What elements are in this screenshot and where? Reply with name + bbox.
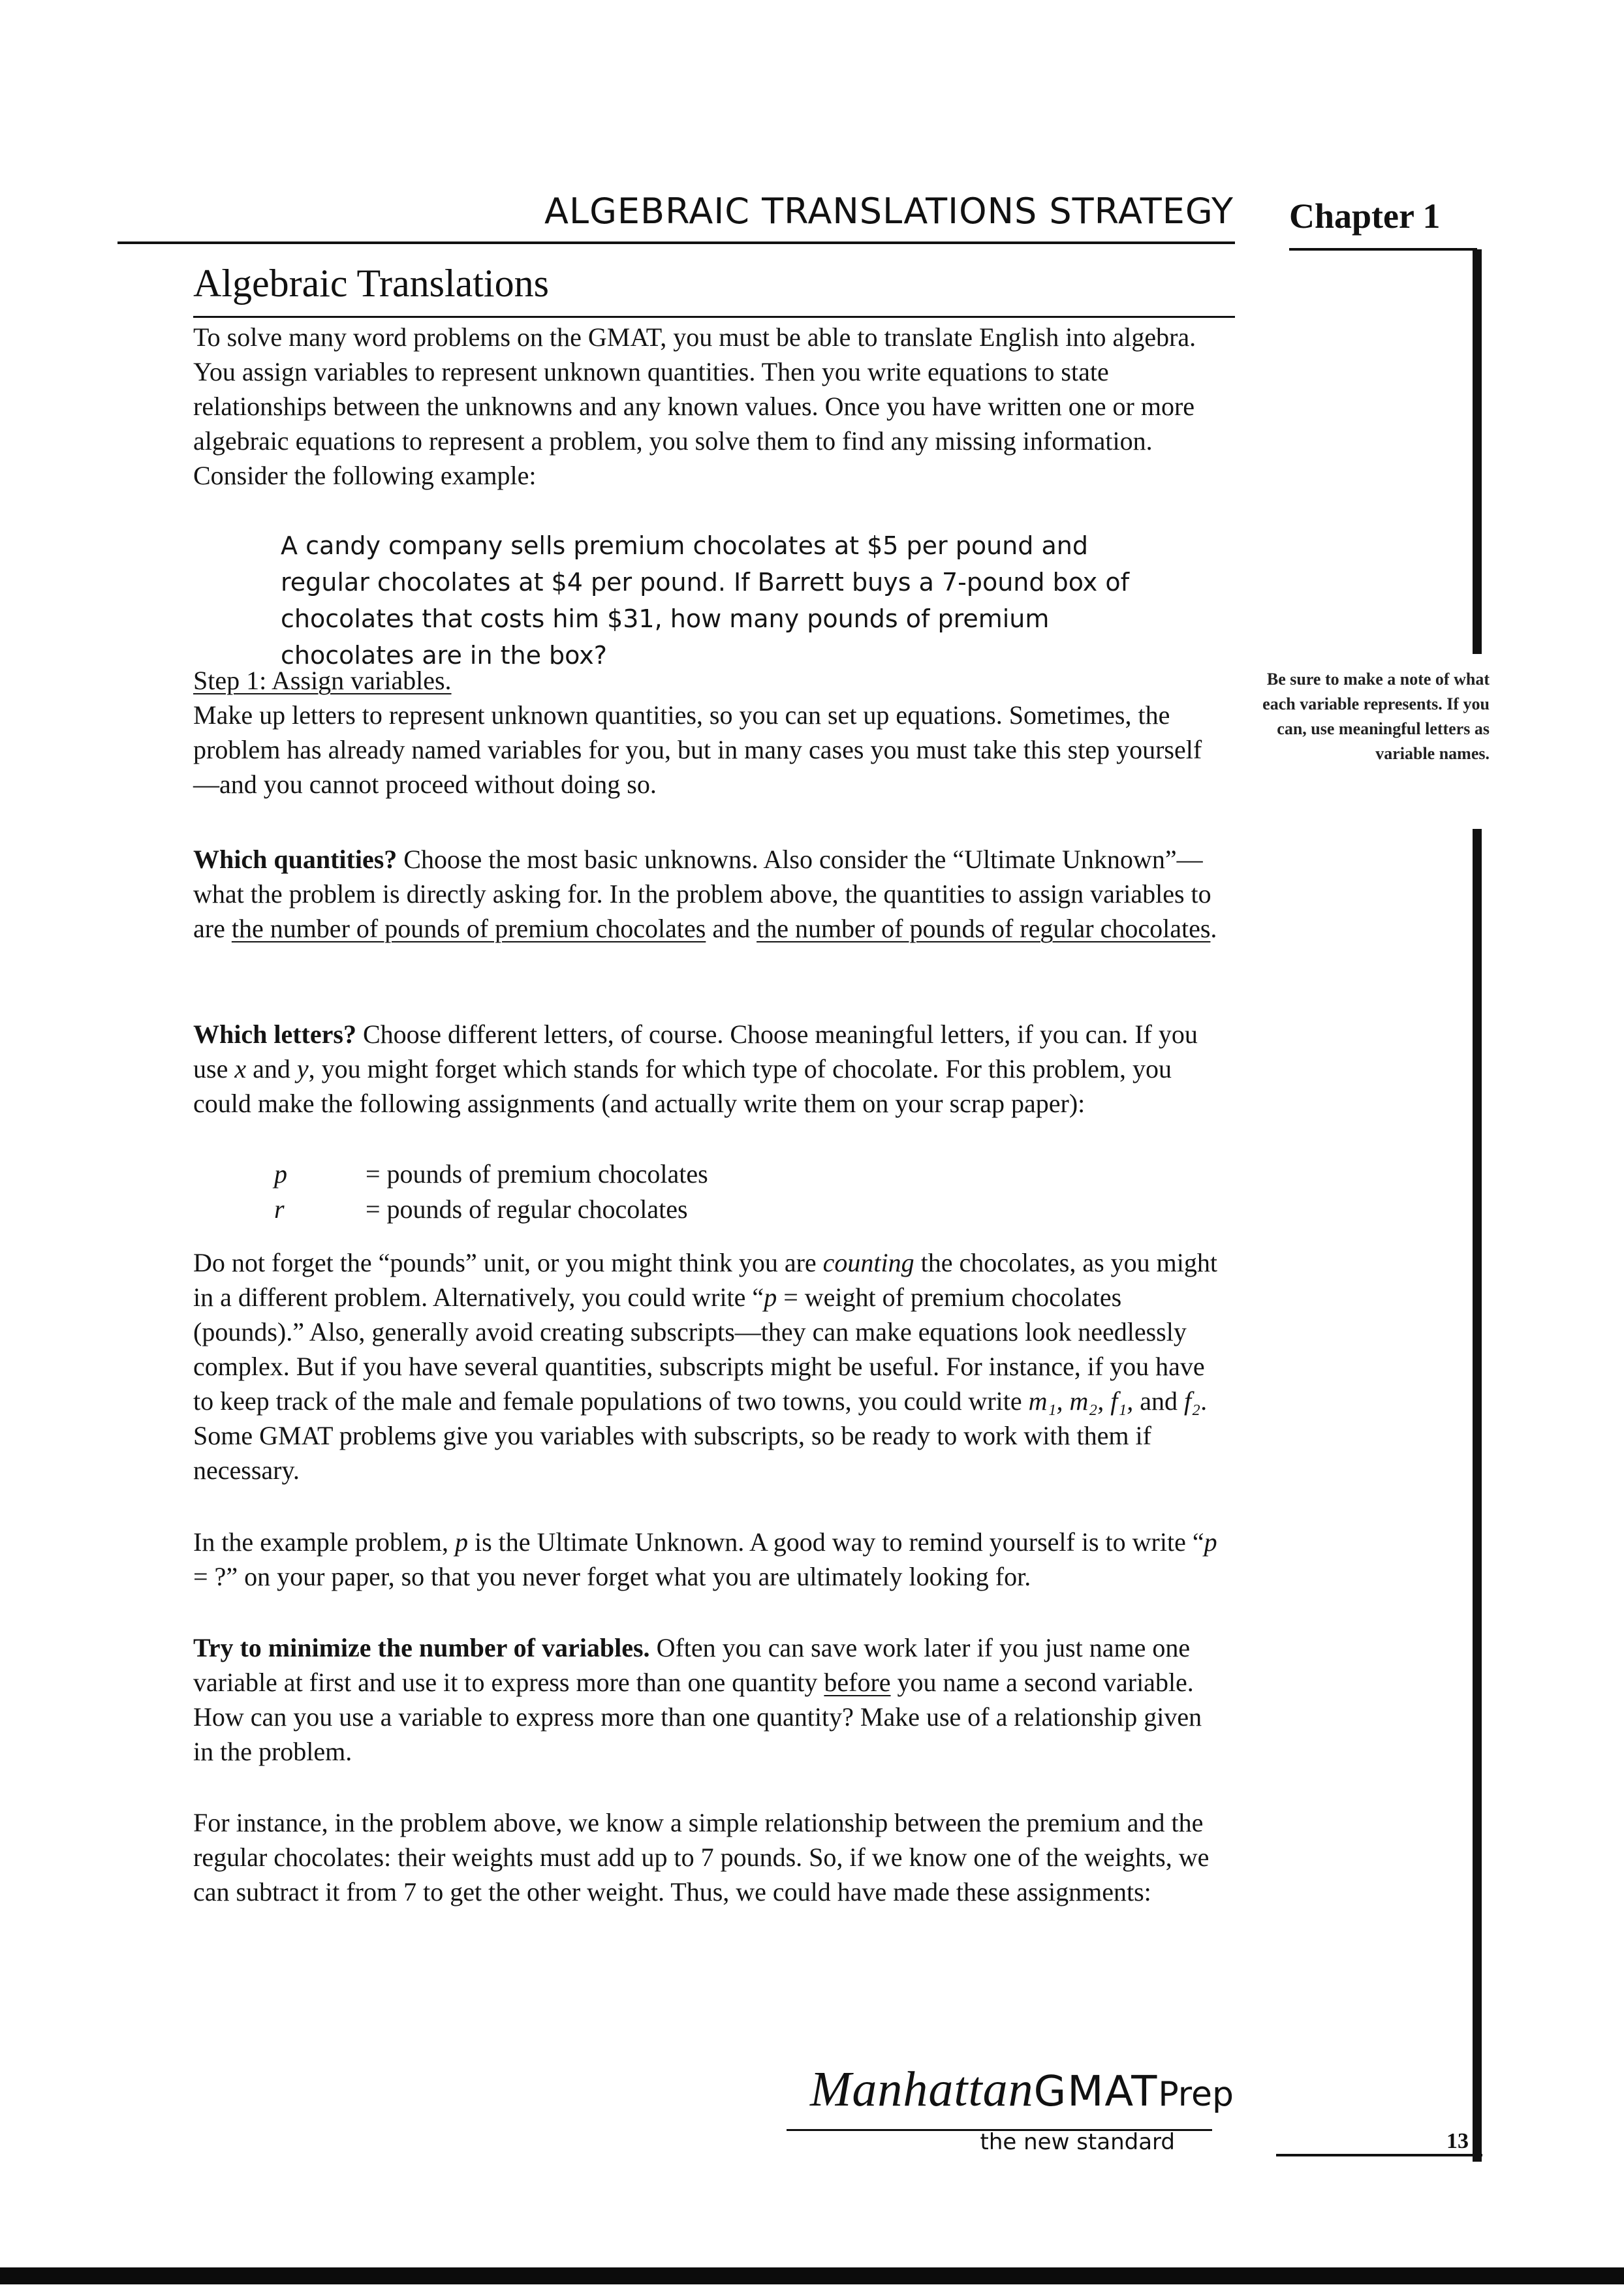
which-quantities-underline-2: the number of pounds of regular chocolates <box>757 914 1211 943</box>
assignment-variable: p <box>274 1159 287 1189</box>
pounds-text-c: = weight of premium chocolates (pounds).” Also, generally avoid creating subscripts—they can make equations look needlessly complex. But if you have several quantities, subscripts might be useful. For instance, if you have to keep track of the male and female populations of two towns, you could write <box>193 1283 1205 1416</box>
title-rule <box>193 316 1235 318</box>
ultimate-text-a: In the example problem, <box>193 1527 455 1557</box>
minimize-underline: before <box>824 1668 891 1697</box>
ultimate-text-c: = ?” on your paper, so that you never forget what you are ultimately looking for. <box>193 1562 1031 1591</box>
minimize-text-b: you name a second variable. How can you use a variable to express more than one quantity? Make use of a relationship given in the problem. <box>193 1668 1202 1766</box>
pounds-paragraph <box>193 1245 1225 1487</box>
pounds-f2: f₂ <box>1184 1386 1201 1416</box>
which-letters-text-a: Choose different letters, of course. Choose meaningful letters, if you can. If you use <box>193 1019 1198 1083</box>
which-quantities-text-a: Choose the most basic unknowns. Also consider the “Ultimate Unknown”—what the problem is directly asking for. In the problem above, the quantities to assign variables to are <box>193 845 1211 943</box>
which-letters-lead: Which letters? <box>193 1019 356 1049</box>
which-quantities-text-c: . <box>1210 914 1217 943</box>
ultimate-text-b: is the Ultimate Unknown. A good way to remind yourself is to write “ <box>467 1527 1204 1557</box>
which-letters-text-b: and <box>246 1054 297 1083</box>
which-letters-text-c: , you might forget which stands for which type of chocolate. For this problem, you could make the following assignments (and actually write them on your scrap paper): <box>193 1054 1172 1118</box>
pounds-em-counting: counting <box>822 1248 914 1277</box>
logo-gmat: GMAT <box>1033 2068 1159 2116</box>
pounds-text-and: and <box>1133 1386 1185 1416</box>
intro-paragraph: To solve many word problems on the GMAT, you must be able to translate English into algebra. You assign variables to represent unknown quantities. Then you write equations to state relationships between the unknowns and any known values. Once you have written one or more algebraic equations to represent a problem, you solve them to find any missing information. Consider the following example: <box>193 322 1196 490</box>
instance-paragraph: For instance, in the problem above, we know a simple relationship between the premium and the regular chocolates: their weights must add up to 7 pounds. So, if we know one of the weights, we can subtract it from 7 to get the other weight. Thus, we could have made these assignments: <box>193 1808 1210 1906</box>
which-quantities-lead: Which quantities? <box>193 845 398 874</box>
logo-tagline: the new standard <box>980 2129 1175 2155</box>
assignment-variable: r <box>274 1194 285 1224</box>
chapter-rule <box>1289 248 1477 251</box>
step1-block <box>193 663 1225 801</box>
logo-script: Manhattan <box>810 2062 1034 2117</box>
footer-rule <box>1276 2154 1482 2156</box>
ultimate-unknown-paragraph <box>193 1525 1225 1594</box>
assignment-row <box>274 1192 688 1226</box>
sidebar-note: Be sure to make a note of what each variable represents. If you can, use meaningful letters as variable names. <box>1262 670 1490 763</box>
which-quantities-underline-1: the number of pounds of premium chocolates <box>231 914 706 943</box>
step1-heading: Step 1: Assign variables. <box>193 666 452 695</box>
manhattan-gmat-logo <box>777 2061 1234 2118</box>
which-letters-var-y: y <box>296 1054 309 1083</box>
header-rule <box>117 241 1235 244</box>
margin-bar-top <box>1473 249 1482 654</box>
assignment-definition: = pounds of premium chocolates <box>366 1159 708 1189</box>
margin-bar-bottom <box>1473 829 1482 2162</box>
ultimate-var-p: p <box>454 1527 468 1557</box>
ultimate-var-p2: p <box>1204 1527 1217 1557</box>
minimize-paragraph <box>193 1630 1225 1769</box>
assignment-row <box>274 1157 708 1191</box>
pounds-subscripts: m₁, m₂, f₁, <box>1028 1386 1134 1416</box>
scan-bottom-edge <box>0 2267 1624 2284</box>
step1-text: Make up letters to represent unknown quantities, so you can set up equations. Sometimes, the problem has already named variables for you, but in many cases you must take this step yourself—and you cannot proceed without doing so. <box>193 700 1202 799</box>
minimize-text-a: Often you can save work later if you just name one variable at first and use it to express more than one quantity <box>193 1633 1191 1697</box>
pounds-text-b: the chocolates, as you might in a different problem. Alternatively, you could write “ <box>193 1248 1217 1312</box>
section-title: Algebraic Translations <box>193 262 549 305</box>
assignment-definition: = pounds of regular chocolates <box>366 1194 688 1224</box>
page-number: 13 <box>1446 2129 1469 2153</box>
example-problem: A candy company sells premium chocolates at $5 per pound and regular chocolates at $4 per pound. If Barrett buys a 7-pound box of chocolates that costs him $31, how many pounds of premium chocolates are in the box? <box>281 531 1129 670</box>
which-letters-paragraph <box>193 1017 1225 1121</box>
which-quantities-text-b: and <box>706 914 757 943</box>
which-letters-var-x: x <box>234 1054 247 1083</box>
logo-prep: Prep <box>1158 2075 1234 2114</box>
which-quantities-paragraph <box>193 842 1225 946</box>
pounds-text-a: Do not forget the “pounds” unit, or you might think you are <box>193 1248 823 1277</box>
running-head-title: ALGEBRAIC TRANSLATIONS STRATEGY <box>544 191 1234 232</box>
minimize-lead: Try to minimize the number of variables. <box>193 1633 650 1662</box>
chapter-label: Chapter 1 <box>1289 196 1441 236</box>
pounds-var-p: p <box>764 1283 777 1312</box>
pounds-text-d: . Some GMAT problems give you variables with subscripts, so be ready to work with them if necessary. <box>193 1386 1208 1485</box>
